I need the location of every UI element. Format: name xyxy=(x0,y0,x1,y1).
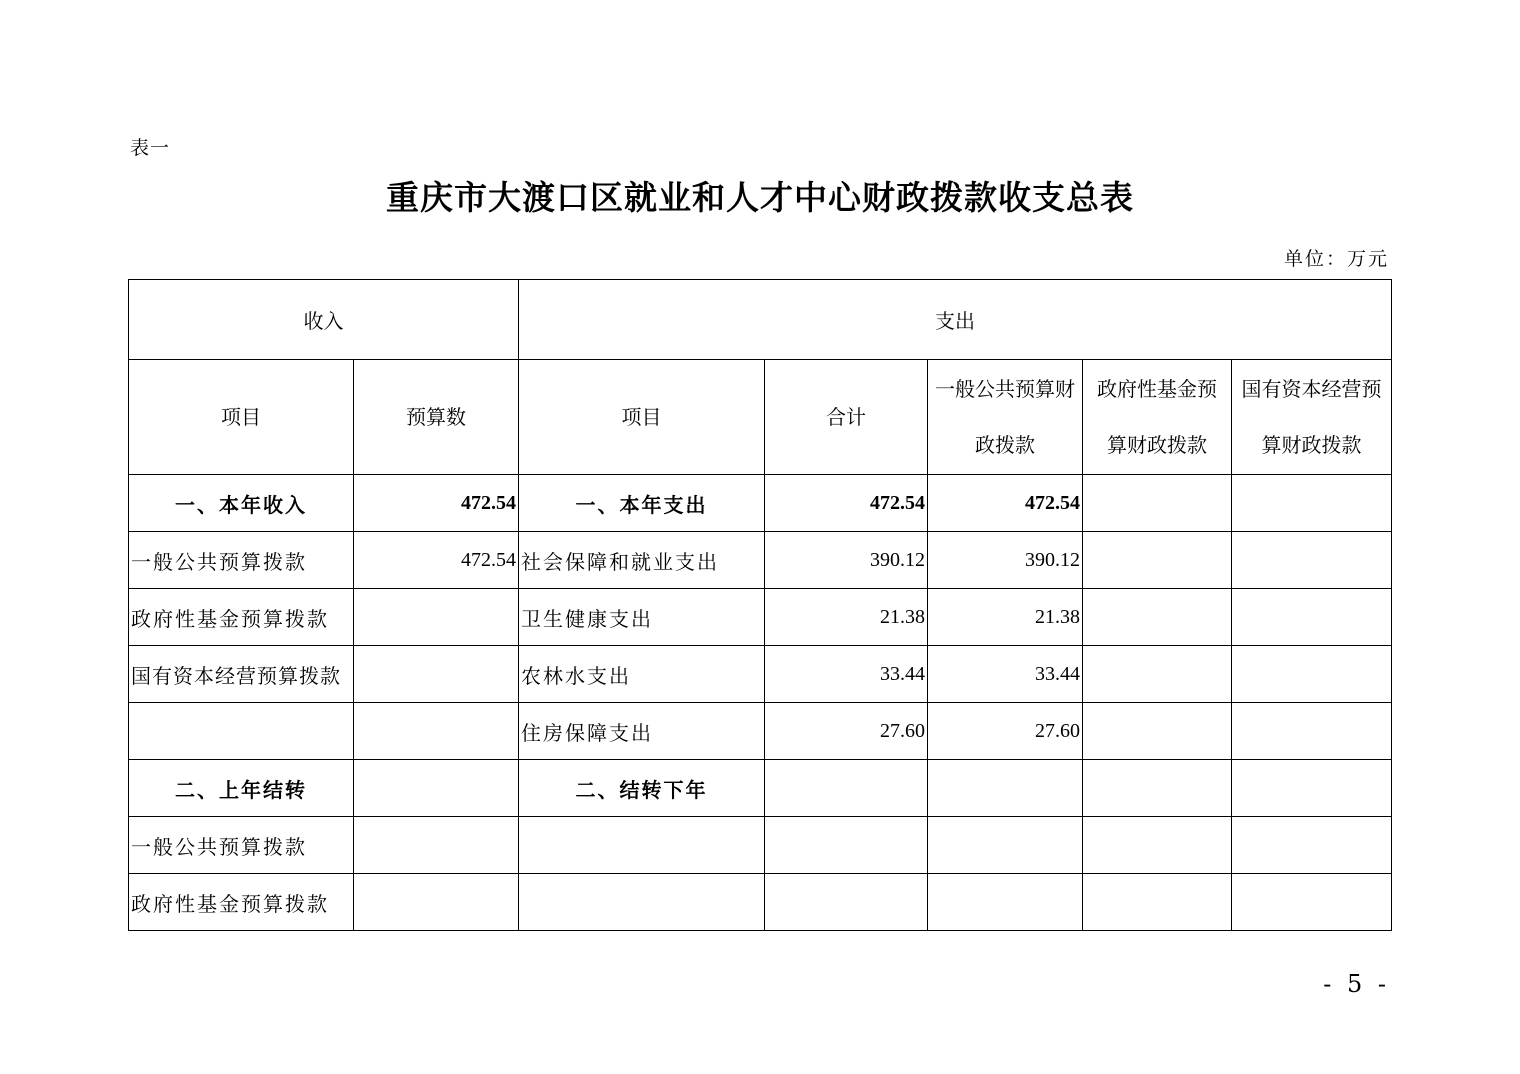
header-column-row xyxy=(129,360,1392,475)
exp-item-cell: 社会保障和就业支出 xyxy=(519,532,765,589)
exp-fund-cell xyxy=(1083,475,1232,532)
exp-fund-cell xyxy=(1083,760,1232,817)
income-budget-cell xyxy=(354,874,519,931)
income-item-cell: 一、本年收入 xyxy=(129,475,354,532)
exp-general-header xyxy=(928,360,1083,475)
income-header: 收入 xyxy=(129,280,519,360)
exp-general-header-line1: 一般公共预算财 xyxy=(935,377,1075,401)
exp-fund-cell xyxy=(1083,874,1232,931)
exp-item-cell xyxy=(519,874,765,931)
exp-fund-cell xyxy=(1083,703,1232,760)
income-budget-cell: 472.54 xyxy=(354,532,519,589)
table-row xyxy=(129,874,1392,931)
exp-state-cell xyxy=(1232,475,1392,532)
page-number: - 5 - xyxy=(1323,970,1390,998)
exp-total-cell xyxy=(765,817,928,874)
income-item-cell: 一般公共预算拨款 xyxy=(129,817,354,874)
income-item-cell: 二、上年结转 xyxy=(129,760,354,817)
budget-table xyxy=(128,279,1392,931)
exp-general-cell xyxy=(928,874,1083,931)
exp-general-cell xyxy=(928,760,1083,817)
table-label: 表一 xyxy=(130,137,171,159)
exp-state-header-line2: 算财政拨款 xyxy=(1261,433,1362,457)
exp-fund-cell xyxy=(1083,532,1232,589)
exp-fund-cell xyxy=(1083,646,1232,703)
exp-fund-header xyxy=(1083,360,1232,475)
exp-general-cell: 472.54 xyxy=(928,475,1083,532)
exp-total-cell: 21.38 xyxy=(765,589,928,646)
exp-total-cell: 390.12 xyxy=(765,532,928,589)
exp-total-cell: 472.54 xyxy=(765,475,928,532)
exp-state-cell xyxy=(1232,532,1392,589)
exp-item-cell: 二、结转下年 xyxy=(519,760,765,817)
exp-state-cell xyxy=(1232,760,1392,817)
exp-item-header: 项目 xyxy=(519,360,765,475)
exp-state-cell xyxy=(1232,703,1392,760)
income-item-header: 项目 xyxy=(129,360,354,475)
income-budget-cell: 472.54 xyxy=(354,475,519,532)
header-group-row xyxy=(129,280,1392,360)
exp-item-cell: 卫生健康支出 xyxy=(519,589,765,646)
exp-state-cell xyxy=(1232,589,1392,646)
exp-total-cell xyxy=(765,874,928,931)
income-item-cell: 政府性基金预算拨款 xyxy=(129,589,354,646)
unit-label: 单位：万元 xyxy=(1283,248,1389,270)
income-item-cell: 一般公共预算拨款 xyxy=(129,532,354,589)
exp-state-cell xyxy=(1232,874,1392,931)
table-row xyxy=(129,817,1392,874)
income-item-cell: 政府性基金预算拨款 xyxy=(129,874,354,931)
table-row xyxy=(129,646,1392,703)
exp-state-cell xyxy=(1232,817,1392,874)
exp-general-header-line2: 政拨款 xyxy=(975,433,1035,457)
document-title: 重庆市大渡口区就业和人才中心财政拨款收支总表 xyxy=(386,178,1134,217)
exp-item-cell: 住房保障支出 xyxy=(519,703,765,760)
income-budget-cell xyxy=(354,589,519,646)
table-row xyxy=(129,475,1392,532)
exp-fund-cell xyxy=(1083,589,1232,646)
exp-general-cell: 21.38 xyxy=(928,589,1083,646)
income-budget-cell xyxy=(354,817,519,874)
exp-general-cell: 27.60 xyxy=(928,703,1083,760)
exp-total-cell xyxy=(765,760,928,817)
exp-general-cell: 33.44 xyxy=(928,646,1083,703)
exp-general-cell: 390.12 xyxy=(928,532,1083,589)
exp-item-cell xyxy=(519,817,765,874)
table-row xyxy=(129,532,1392,589)
exp-state-cell xyxy=(1232,646,1392,703)
exp-fund-header-line1: 政府性基金预 xyxy=(1097,377,1217,401)
income-budget-header: 预算数 xyxy=(354,360,519,475)
exp-total-cell: 27.60 xyxy=(765,703,928,760)
income-item-cell xyxy=(129,703,354,760)
exp-fund-cell xyxy=(1083,817,1232,874)
table-row xyxy=(129,703,1392,760)
table-row xyxy=(129,589,1392,646)
table-row xyxy=(129,760,1392,817)
exp-state-header-line1: 国有资本经营预 xyxy=(1241,377,1382,401)
exp-item-cell: 农林水支出 xyxy=(519,646,765,703)
exp-total-header: 合计 xyxy=(765,360,928,475)
income-item-cell: 国有资本经营预算拨款 xyxy=(129,646,354,703)
exp-total-cell: 33.44 xyxy=(765,646,928,703)
income-budget-cell xyxy=(354,703,519,760)
income-budget-cell xyxy=(354,760,519,817)
income-budget-cell xyxy=(354,646,519,703)
exp-fund-header-line2: 算财政拨款 xyxy=(1107,433,1207,457)
exp-item-cell: 一、本年支出 xyxy=(519,475,765,532)
expenditure-header: 支出 xyxy=(519,280,1392,360)
exp-state-header xyxy=(1232,360,1392,475)
exp-general-cell xyxy=(928,817,1083,874)
